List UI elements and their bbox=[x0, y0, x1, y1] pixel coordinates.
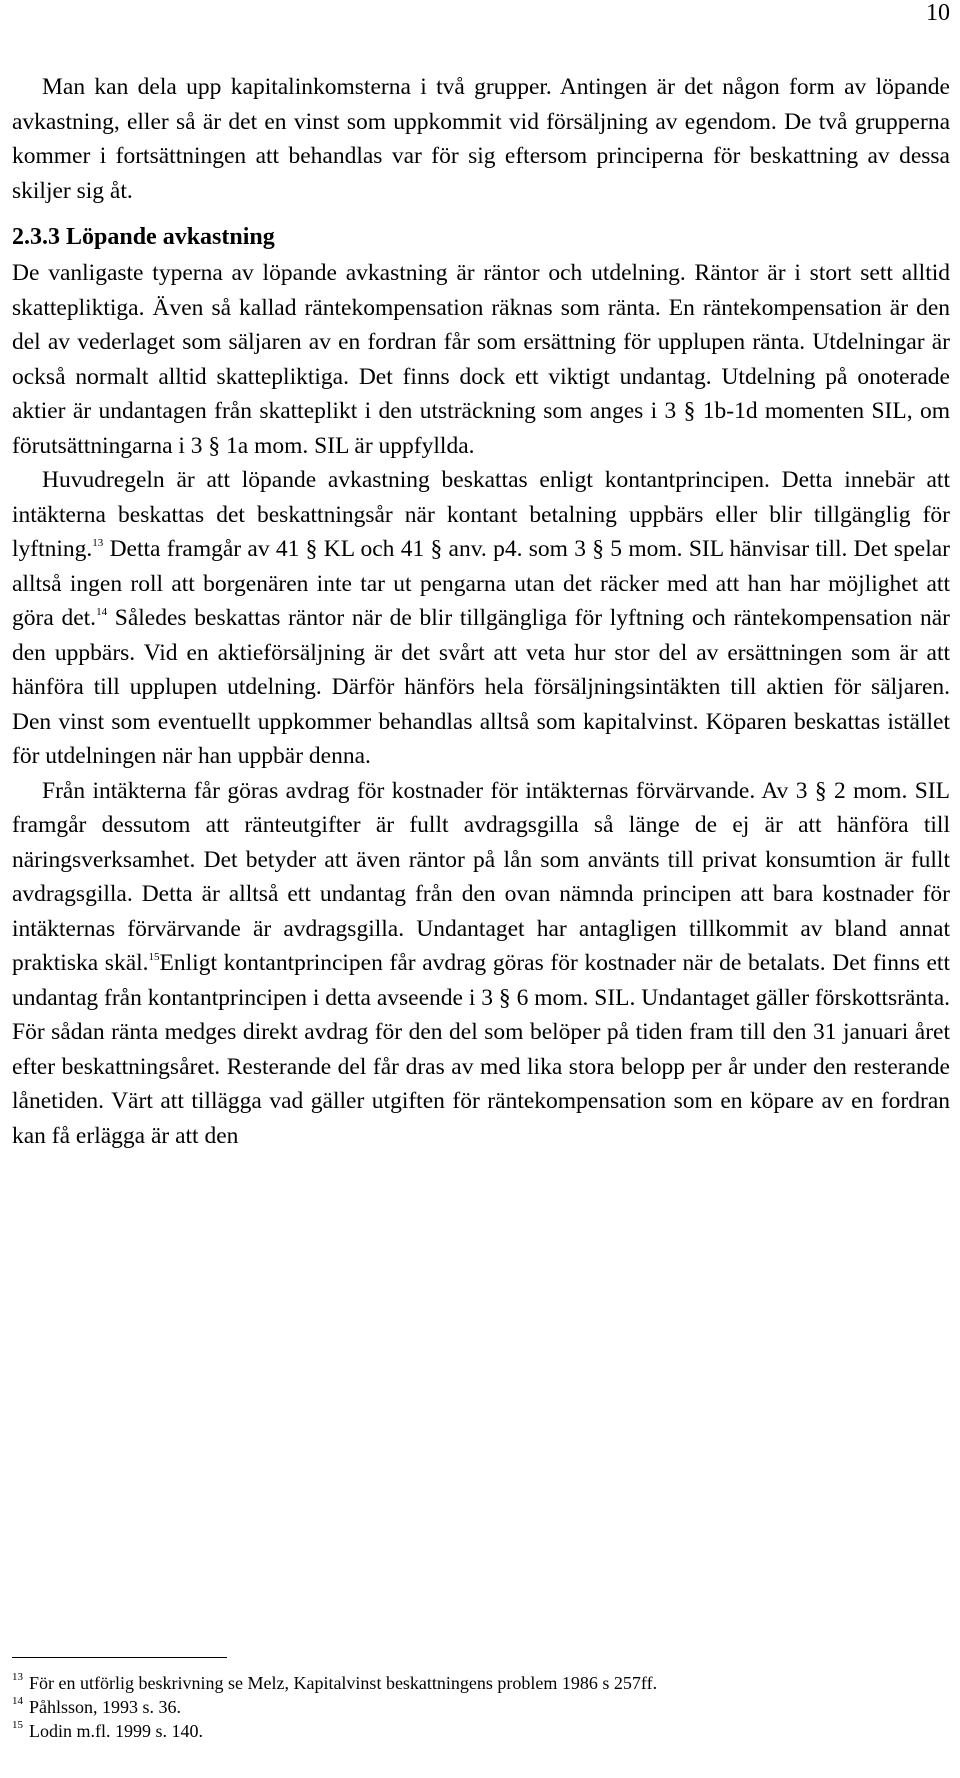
footnote-reference[interactable]: 15 bbox=[148, 951, 160, 963]
paragraph-kontantprincipen bbox=[12, 463, 950, 774]
footnote-text: Påhlsson, 1993 s. 36. bbox=[29, 1697, 182, 1717]
paragraph-avdrag bbox=[12, 774, 950, 1154]
footnote-reference[interactable]: 14 bbox=[96, 606, 108, 618]
footnotes bbox=[12, 1671, 952, 1743]
footnote-text: Lodin m.fl. 1999 s. 140. bbox=[29, 1721, 203, 1741]
paragraph-text: Huvudregeln är att löpande avkastning beskattas enligt kontantprincipen. Detta innebär att intäkterna beskattas det beskattningsår när kontant betalning uppbärs eller blir tillgänglig för lyftning. bbox=[12, 467, 950, 562]
paragraph-text: Således beskattas räntor när de blir tillgängliga för lyftning och räntekompensation när den uppbärs. Vid en aktieförsäljning är det svårt att veta hur stor del av ersättningen som är att hänföra till upplupen utdelning. Därför hänförs hela försäljningsintäkten till aktien för säljaren. Den vinst som eventuellt uppkommer behandlas alltså som kapitalvinst. Köparen beskattas istället för utdelningen när han uppbär denna. bbox=[12, 605, 951, 769]
section-heading: 2.3.3 Löpande avkastning bbox=[12, 224, 275, 250]
footnote-separator bbox=[12, 1657, 227, 1658]
paragraph-text: Detta framgår av 41 § KL och 41 § anv. p4. som 3 § 5 mom. SIL hänvisar till. Det spelar alltså ingen roll att borgenären inte tar ut pengarna utan det räcker med att han har möjlighet att göra det. bbox=[12, 536, 950, 631]
paragraph-text: Enligt kontantprincipen får avdrag göras för kostnader när de betalats. Det finns ett undantag från kontantprincipen i detta avseende i 3 § 6 mom. SIL. Undantaget gäller förskottsränta. För sådan ränta medges direkt avdrag för den del som belöper på tiden fram till den 31 januari året efter beskattningsåret. Resterande del får dras av med lika stora belopp per år under den resterande lånetiden. Värt att tillägga vad gäller utgiften för räntekompensation som en köpare av en fordran kan få erlägga är att den bbox=[12, 950, 950, 1149]
footnote-13 bbox=[12, 1671, 952, 1695]
footnote-number: 15 bbox=[12, 1719, 23, 1731]
footnote-number: 14 bbox=[12, 1695, 23, 1707]
footnote-15 bbox=[12, 1719, 952, 1743]
footnote-reference[interactable]: 13 bbox=[92, 537, 104, 549]
body-text bbox=[12, 70, 950, 1153]
footnote-14 bbox=[12, 1695, 952, 1719]
paragraph-text: Från intäkterna får göras avdrag för kostnader för intäkternas förvärvande. Av 3 § 2 mom. SIL framgår dessutom att ränteutgifter är fullt avdragsgilla så länge de ej är att hänföra till näringsverksamhet. Det betyder att även räntor på lån som använts till privat konsumtion är fullt avdragsgilla. Detta är alltså ett undantag från den ovan nämnda principen att bara kostnader för intäkternas förvärvande är avdragsgilla. Undantaget har antagligen tillkommit av bland annat praktiska skäl. bbox=[12, 777, 950, 976]
footnote-text: För en utförlig beskrivning se Melz, Kapitalvinst beskattningens problem 1986 s 257ff. bbox=[29, 1673, 658, 1693]
page-number: 10 bbox=[926, 0, 950, 26]
paragraph-intro: Man kan dela upp kapitalinkomsterna i två grupper. Antingen är det någon form av löpande avkastning, eller så är det en vinst som uppkommit vid försäljning av egendom. De två grupperna kommer i fortsättningen att behandlas var för sig eftersom principerna för beskattning av dessa skiljer sig åt. bbox=[12, 74, 950, 204]
footnote-number: 13 bbox=[12, 1671, 23, 1683]
paragraph-lopande-avkastning: De vanligaste typerna av löpande avkastning är räntor och utdelning. Räntor är i stort sett alltid skattepliktiga. Även så kallad räntekompensation räknas som ränta. En räntekompensation är den del av vederlaget som säljaren av en fordran får som ersättning för upplupen ränta. Utdelningar är också normalt alltid skattepliktiga. Det finns dock ett viktigt undantag. Utdelning på onoterade aktier är undantagen från skatteplikt i den utsträckning som anges i 3 § 1b-1d momenten SIL, om förutsättningarna i 3 § 1a mom. SIL är uppfyllda. bbox=[12, 260, 950, 459]
